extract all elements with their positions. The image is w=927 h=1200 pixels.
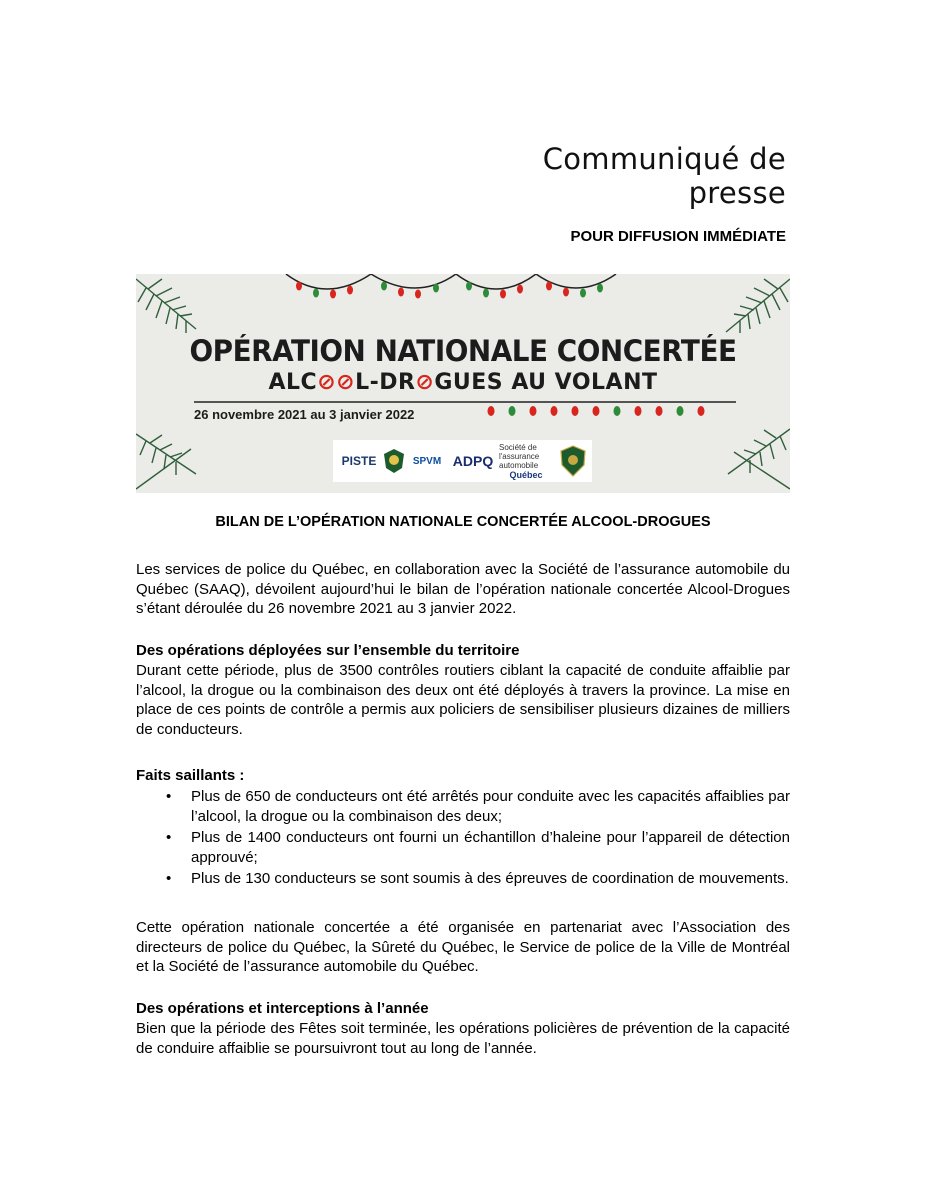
police-badge-icon: [559, 445, 587, 477]
bullet-icon: •: [166, 788, 172, 805]
section1-title: Des opérations déployées sur l’ensemble du territoire: [136, 642, 520, 659]
partners-paragraph: Cette opération nationale concertée a été organisée en partenariat avec l’Association des directeurs de police du Québec, la Sûreté du Québec, le Service de police de la Ville de Montréal et la Société de l’assurance automobile du Québec.: [136, 919, 790, 975]
section2-title: Des opérations et interceptions à l’année: [136, 1000, 429, 1017]
bullet-icon: •: [166, 870, 172, 887]
bullet-icon: •: [166, 829, 172, 846]
facts-list: [136, 787, 790, 891]
saaq-logo: Société de l'assurance automobile Québec: [499, 442, 543, 480]
banner-title: OPÉRATION NATIONALE CONCERTÉE: [189, 334, 737, 368]
document-type-title: Communiqué de presse: [542, 142, 786, 210]
facts-title: Faits saillants :: [136, 767, 245, 784]
pine-branch-top-left: [136, 279, 196, 333]
list-item: • Plus de 130 conducteurs se sont soumis à des épreuves de coordination de mouvements.: [166, 870, 789, 887]
section1-body: Durant cette période, plus de 3500 contrôles routiers ciblant la capacité de conduite affaiblie par l’alcool, la drogue ou la combinaison des deux ont été déployés à travers la province. La mise en place de ces points de contrôle a permis aux policiers de sensibiliser plusieurs dizaines de milliers de conducteurs.: [136, 662, 790, 738]
banner-subtitle: ALC⊘⊘L-DR⊘GUES AU VOLANT: [268, 370, 658, 395]
pine-branch-top-right: [726, 279, 790, 333]
partner-logos: [333, 440, 592, 482]
spvm-logo: SPVM: [412, 455, 442, 467]
pine-branch-bottom-right: [728, 429, 790, 489]
section2-body: Bien que la période des Fêtes soit terminée, les opérations policières de prévention de la capacité de conduire affaiblie se poursuivront tout au long de l’année.: [136, 1020, 790, 1057]
surete-quebec-badge-icon: [383, 448, 405, 474]
banner-dates: 26 novembre 2021 au 3 janvier 2022: [194, 407, 415, 422]
release-heading: BILAN DE L’OPÉRATION NATIONALE CONCERTÉE ALCOOL-DROGUES: [215, 514, 711, 530]
pine-branch-bottom-left: [136, 434, 196, 489]
adpq-logo: ADPQ: [452, 453, 494, 469]
bottom-string-lights: [488, 406, 705, 416]
piste-logo: PISTE: [341, 454, 377, 468]
campaign-banner: [136, 274, 790, 493]
prohibited-icon: ⊘: [415, 370, 435, 395]
release-notice: POUR DIFFUSION IMMÉDIATE: [570, 228, 786, 245]
list-item: • Plus de 1400 conducteurs ont fourni un échantillon d’haleine pour l’appareil de détection approuvé;: [166, 829, 790, 866]
list-item: • Plus de 650 de conducteurs ont été arrêtés pour conduite avec les capacités affaiblies par l’alcool, la drogue ou la combinaison des deux;: [166, 788, 790, 825]
prohibited-icon: ⊘⊘: [317, 370, 356, 395]
intro-paragraph: Les services de police du Québec, en collaboration avec la Société de l’assurance automobile du Québec (SAAQ), dévoilent aujourd’hui le bilan de l’opération nationale concertée Alcool-Drogues s’étant déroulée du 26 novembre 2021 au 3 janvier 2022.: [136, 561, 790, 617]
